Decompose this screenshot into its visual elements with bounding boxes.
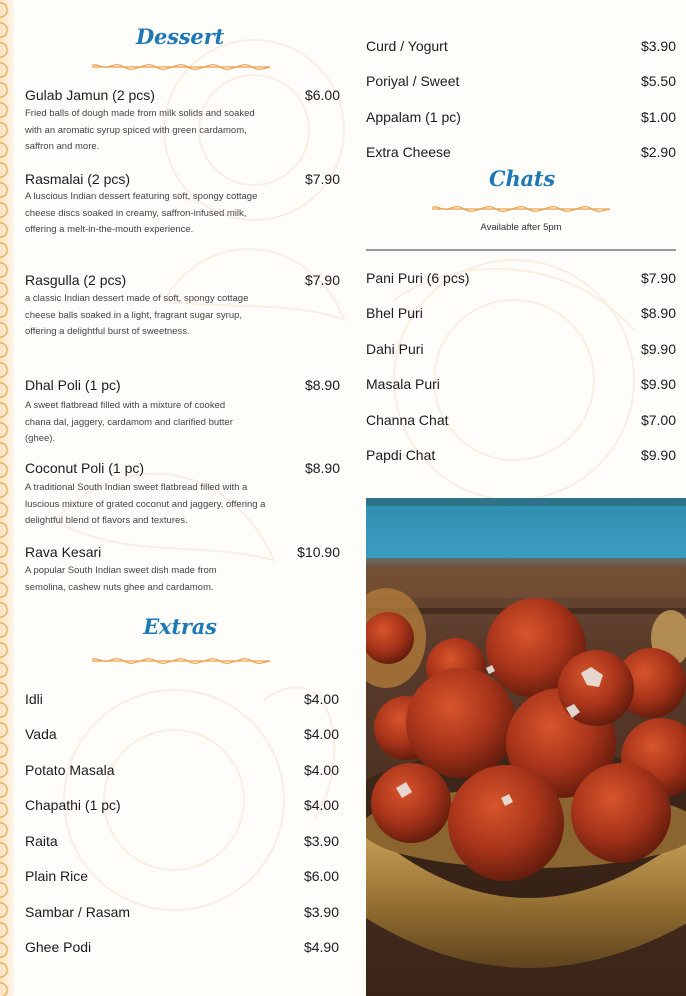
dessert-item-price: $7.90: [304, 272, 340, 288]
chats-item-name: Pani Puri (6 pcs): [366, 270, 470, 286]
dessert-item-price: $8.90: [304, 377, 340, 393]
chats-item-name: Masala Puri: [366, 376, 440, 392]
chats-item-name: Papdi Chat: [366, 447, 436, 463]
extras-item-price: $6.00: [303, 868, 339, 884]
dessert-item-name: Rasmalai (2 pcs): [25, 171, 131, 187]
extras-item-price: $4.00: [303, 797, 339, 813]
dessert-item-desc: A traditional South Indian sweet flatbread filled with a luscious mixture of grated coconut and jaggery, offering a delightful blend of flavors and textures.: [25, 482, 266, 526]
dessert-item-name: Dhal Poli (1 pc): [25, 377, 121, 393]
extras-item-price: $4.00: [303, 726, 339, 742]
dessert-item-name: Coconut Poli (1 pc): [25, 460, 145, 476]
dessert-item-desc: A luscious Indian dessert featuring soft, spongy cottage cheese discs soaked in creamy, saffron-infused milk, offering a melt-in-the-mouth experience.: [25, 191, 258, 235]
dessert-item-price: $8.90: [304, 460, 340, 476]
dessert-item-name: Rava Kesari: [25, 544, 102, 560]
extras-item-price: $4.00: [303, 762, 339, 778]
extras-item-price: $3.90: [303, 904, 339, 920]
extras-heading: Extras: [143, 614, 217, 639]
extras-item-name: Sambar / Rasam: [25, 904, 131, 920]
chats-item-price: $8.90: [640, 305, 676, 321]
dessert-item-desc: A popular South Indian sweet dish made from semolina, cashew nuts ghee and cardamom.: [25, 565, 217, 593]
extras-item-price: $4.00: [303, 691, 339, 707]
chats-item-price: $7.90: [640, 270, 676, 286]
chats-item-price: $9.90: [640, 376, 676, 392]
dessert-item-name: Gulab Jamun (2 pcs): [25, 87, 155, 103]
chats-item-price: $9.90: [640, 447, 676, 463]
chats-item-price: $9.90: [640, 341, 676, 357]
dessert-item-price: $10.90: [297, 544, 340, 560]
extras-item-price: $2.90: [640, 144, 676, 160]
chats-item-name: Dahi Puri: [366, 341, 424, 357]
extras-item-name: Extra Cheese: [366, 144, 451, 160]
chats-availability-note: Available after 5pm: [480, 222, 562, 233]
chats-item-price: $7.00: [640, 412, 676, 428]
decorative-border: [0, 0, 14, 996]
gulab-jamun-photo: [366, 498, 686, 996]
dessert-item-desc: Fried balls of dough made from milk solids and soaked with an aromatic syrup spiced with green cardamom, saffron and more.: [25, 108, 255, 152]
dessert-item-name: Rasgulla (2 pcs): [25, 272, 127, 288]
extras-item-price: $1.00: [640, 109, 676, 125]
extras-item-price: $5.50: [640, 73, 676, 89]
chats-heading: Chats: [488, 166, 556, 191]
dessert-heading: Dessert: [136, 24, 224, 49]
extras-item-name: Vada: [25, 726, 57, 742]
extras-item-price: $3.90: [303, 833, 339, 849]
chats-rule: [366, 249, 676, 251]
extras-item-name: Chapathi (1 pc): [25, 797, 121, 813]
extras-item-name: Plain Rice: [25, 868, 89, 884]
extras-item-name: Potato Masala: [25, 762, 115, 778]
dessert-divider: [90, 64, 272, 70]
extras-item-name: Curd / Yogurt: [366, 38, 448, 54]
extras-item-price: $4.90: [303, 939, 339, 955]
dessert-item-desc: A sweet flatbread filled with a mixture of cooked chana dal, jaggery, cardamom and clarified butter (ghee).: [25, 400, 233, 444]
dessert-item-price: $7.90: [304, 171, 340, 187]
dessert-item-price: $6.00: [304, 87, 340, 103]
extras-item-name: Idli: [25, 691, 43, 707]
extras-item-name: Raita: [25, 833, 58, 849]
extras-divider: [90, 658, 272, 664]
extras-item-price: $3.90: [640, 38, 676, 54]
chats-item-name: Channa Chat: [366, 412, 449, 428]
extras-item-name: Ghee Podi: [25, 939, 92, 955]
chats-item-name: Bhel Puri: [366, 305, 423, 321]
extras-item-name: Poriyal / Sweet: [366, 73, 460, 89]
chats-divider: [430, 206, 612, 212]
dessert-item-desc: a classic Indian dessert made of soft, spongy cottage cheese balls soaked in a light, fragrant sugar syrup, offering a delightful burst of sweetness.: [25, 293, 249, 337]
extras-item-name: Appalam (1 pc): [366, 109, 461, 125]
